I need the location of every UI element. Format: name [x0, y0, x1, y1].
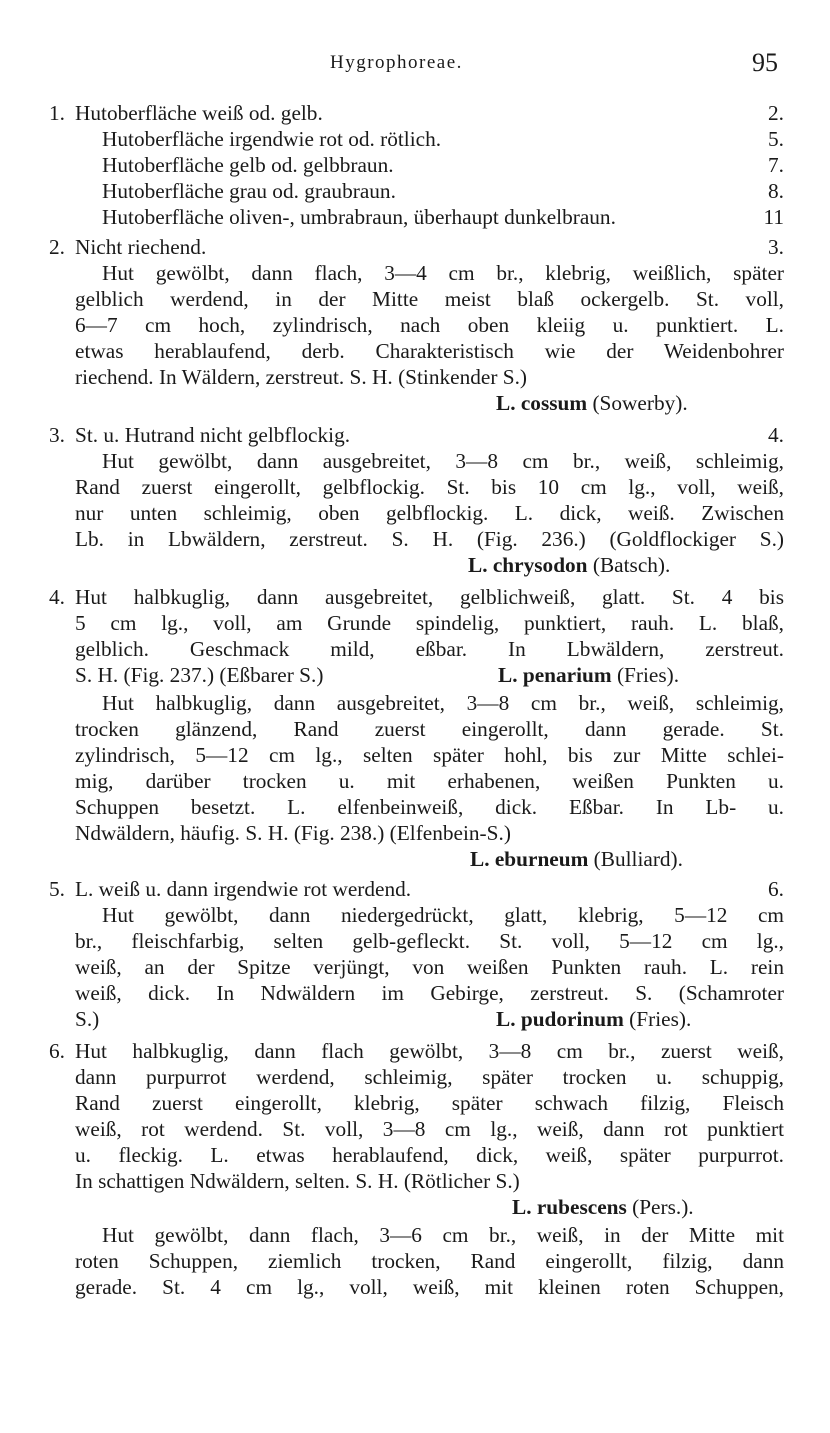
description-text: u. fleckig. L. etwas herablaufend, dick, weiß, später purpurrot.	[75, 1143, 784, 1167]
couplet-number: 3.	[49, 423, 65, 447]
description-text: nur unten schleimig, oben gelbflockig. L. dick, weiß. Zwischen	[75, 501, 784, 525]
description-text: weiß, an der Spitze verjüngt, von weißen Punkten rauh. L. rein	[75, 955, 784, 979]
species-binomial: L. rubescens	[512, 1195, 627, 1219]
couplet-lead: Hutoberfläche weiß od. gelb.	[75, 101, 323, 125]
description-text: weiß, rot werdend. St. voll, 3—8 cm lg., weiß, dann rot punktiert	[75, 1117, 784, 1141]
key-line	[0, 234, 830, 260]
description-line	[0, 526, 830, 552]
couplet-number: 4.	[49, 585, 65, 609]
species-binomial: L. eburneum	[470, 847, 589, 871]
species-binomial: L. chrysodon	[468, 553, 588, 577]
couplet-lead: Nicht riechend.	[75, 235, 207, 259]
species-binomial: L. pudorinum	[496, 1007, 624, 1031]
description-text: 5 cm lg., voll, am Grunde spindelig, punktiert, rauh. L. blaß,	[75, 611, 784, 635]
description-text: 6—7 cm hoch, zylindrisch, nach oben kleiig u. punktiert. L.	[75, 313, 784, 337]
lead-reference: 7.	[768, 153, 784, 177]
description-text: gelblich. Geschmack mild, eßbar. In Lbwäldern, zerstreut.	[75, 637, 784, 661]
description-line	[0, 902, 830, 928]
key-line	[0, 422, 830, 448]
description-line	[0, 768, 830, 794]
couplet-lead: Hutoberfläche grau od. graubraun.	[102, 179, 396, 203]
description-line	[0, 1064, 830, 1090]
key-line	[0, 876, 830, 902]
description-text: gelblich werdend, in der Mitte meist blaß ockergelb. St. voll,	[75, 287, 784, 311]
species-line	[0, 1194, 830, 1220]
key-line	[0, 1038, 830, 1064]
species-author: (Bulliard).	[593, 847, 683, 871]
key-line	[0, 584, 830, 610]
species-author: (Batsch).	[592, 553, 671, 577]
species-line	[0, 552, 830, 578]
description-line	[0, 1116, 830, 1142]
couplet-lead: St. u. Hutrand nicht gelbflockig.	[75, 423, 351, 447]
lead-reference: 6.	[768, 877, 784, 901]
description-text: Hut halbkuglig, dann ausgebreitet, 3—8 cm br., weiß, schleimig,	[102, 691, 784, 715]
description-line	[0, 690, 830, 716]
description-line	[0, 286, 830, 312]
description-line	[0, 338, 830, 364]
description-line	[0, 662, 830, 688]
description-text: etwas herablaufend, derb. Charakteristisch wie der Weidenbohrer	[75, 339, 784, 363]
species-author: (Fries).	[616, 663, 680, 687]
key-line	[0, 100, 830, 126]
description-line	[0, 610, 830, 636]
description-line	[0, 1142, 830, 1168]
description-line	[0, 928, 830, 954]
description-line	[0, 448, 830, 474]
description-line	[0, 1006, 830, 1032]
species-line	[0, 846, 830, 872]
species-author: (Sowerby).	[592, 391, 688, 415]
description-text: Lb. in Lbwäldern, zerstreut. S. H. (Fig. 236.) (Goldflockiger S.)	[75, 527, 784, 551]
description-line	[0, 260, 830, 286]
species-author: (Fries).	[629, 1007, 692, 1031]
lead-reference: 5.	[768, 127, 784, 151]
couplet-lead: Hut halbkuglig, dann ausgebreitet, gelblichweiß, glatt. St. 4 bis	[75, 585, 784, 609]
description-text: riechend. In Wäldern, zerstreut. S. H. (Stinkender S.)	[75, 365, 528, 389]
description-text: S.)	[75, 1007, 100, 1031]
description-text: gerade. St. 4 cm lg., voll, weiß, mit kleinen roten Schuppen,	[75, 1275, 784, 1299]
couplet-number: 2.	[49, 235, 65, 259]
description-text: zylindrisch, 5—12 cm lg., selten später hohl, bis zur Mitte schlei-	[75, 743, 784, 767]
description-line	[0, 954, 830, 980]
description-line	[0, 1222, 830, 1248]
description-text: Hut gewölbt, dann ausgebreitet, 3—8 cm br., weiß, schleimig,	[102, 449, 784, 473]
description-line	[0, 1248, 830, 1274]
description-line	[0, 364, 830, 390]
lead-reference: 4.	[768, 423, 784, 447]
couplet-lead: Hutoberfläche gelb od. gelbbraun.	[102, 153, 394, 177]
key-line	[0, 178, 830, 204]
key-line	[0, 204, 830, 230]
couplet-lead: Hut halbkuglig, dann flach gewölbt, 3—8 cm br., zuerst weiß,	[75, 1039, 784, 1063]
description-text: Hut gewölbt, dann niedergedrückt, glatt, klebrig, 5—12 cm	[102, 903, 784, 927]
description-text: In schattigen Ndwäldern, selten. S. H. (Rötlicher S.)	[75, 1169, 520, 1193]
species-name	[496, 390, 688, 416]
description-text: mig, darüber trocken u. mit erhabenen, weißen Punkten u.	[75, 769, 784, 793]
species-name	[468, 552, 670, 578]
description-text: roten Schuppen, ziemlich trocken, Rand eingerollt, filzig, dann	[75, 1249, 784, 1273]
species-binomial: L. penarium	[498, 663, 612, 687]
description-line	[0, 1090, 830, 1116]
species-name	[470, 846, 683, 872]
description-text: Hut gewölbt, dann flach, 3—6 cm br., weiß, in der Mitte mit	[102, 1223, 784, 1247]
species-name	[498, 662, 679, 688]
description-text: Hut gewölbt, dann flach, 3—4 cm br., klebrig, weißlich, später	[102, 261, 784, 285]
key-line	[0, 126, 830, 152]
description-text: Rand zuerst eingerollt, gelbflockig. St. bis 10 cm lg., voll, weiß,	[75, 475, 784, 499]
species-binomial: L. cossum	[496, 391, 588, 415]
description-text: Ndwäldern, häufig. S. H. (Fig. 238.) (Elfenbein-S.)	[75, 821, 511, 845]
description-text: weiß, dick. In Ndwäldern im Gebirge, zerstreut. S. (Schamroter	[75, 981, 784, 1005]
lead-reference: 8.	[768, 179, 784, 203]
running-title: Hygrophoreae.	[330, 52, 463, 73]
lead-reference: 2.	[768, 101, 784, 125]
description-line	[0, 794, 830, 820]
description-text: trocken glänzend, Rand zuerst eingerollt, dann gerade. St.	[75, 717, 784, 741]
species-line	[0, 390, 830, 416]
description-line	[0, 1168, 830, 1194]
couplet-number: 1.	[49, 101, 65, 125]
species-name	[512, 1194, 694, 1220]
species-author: (Pers.).	[632, 1195, 694, 1219]
description-line	[0, 500, 830, 526]
key-line	[0, 152, 830, 178]
lead-reference: 3.	[768, 235, 784, 259]
description-line	[0, 980, 830, 1006]
description-line	[0, 474, 830, 500]
description-line	[0, 742, 830, 768]
description-line	[0, 820, 830, 846]
couplet-number: 5.	[49, 877, 65, 901]
species-name	[496, 1006, 691, 1032]
description-line	[0, 1274, 830, 1300]
couplet-lead: L. weiß u. dann irgendwie rot werdend.	[75, 877, 412, 901]
description-text: Schuppen besetzt. L. elfenbeinweiß, dick. Eßbar. In Lb- u.	[75, 795, 784, 819]
lead-reference: 11	[763, 205, 784, 229]
couplet-lead: Hutoberfläche oliven-, umbrabraun, überhaupt dunkelbraun.	[102, 205, 616, 229]
description-text: dann purpurrot werdend, schleimig, später trocken u. schuppig,	[75, 1065, 784, 1089]
page-header	[0, 48, 830, 84]
page-number: 95	[752, 48, 778, 77]
description-line	[0, 636, 830, 662]
couplet-number: 6.	[49, 1039, 65, 1063]
description-line	[0, 716, 830, 742]
description-text: S. H. (Fig. 237.) (Eßbarer S.)	[75, 663, 324, 687]
description-text: Rand zuerst eingerollt, klebrig, später schwach filzig, Fleisch	[75, 1091, 784, 1115]
description-line	[0, 312, 830, 338]
couplet-lead: Hutoberfläche irgendwie rot od. rötlich.	[102, 127, 442, 151]
description-text: br., fleischfarbig, selten gelb-gefleckt. St. voll, 5—12 cm lg.,	[75, 929, 784, 953]
